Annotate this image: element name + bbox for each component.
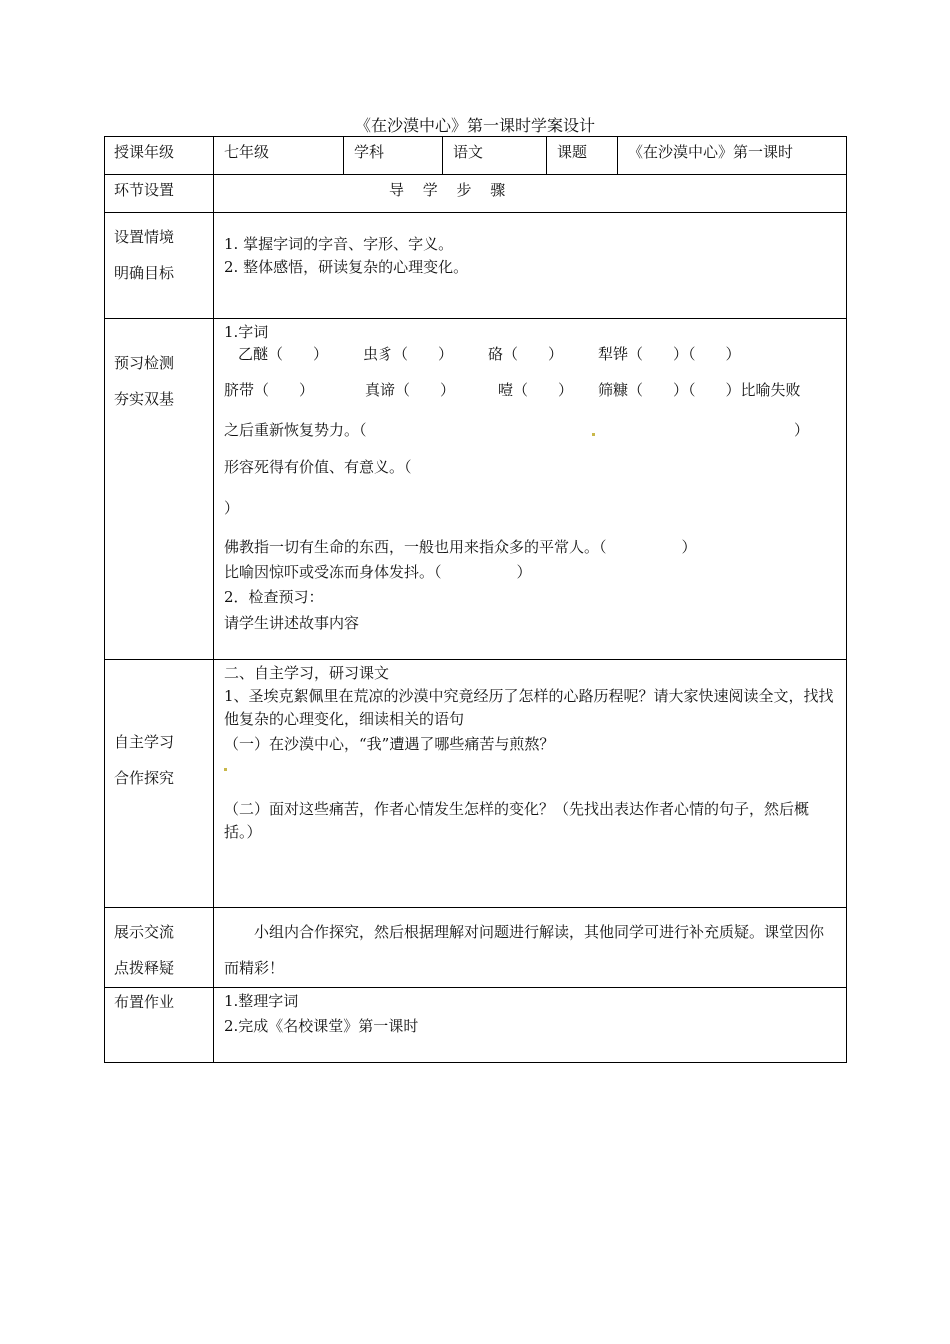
vocab-word: 真谛（ ） <box>365 381 456 399</box>
goal-item-1: 1. 掌握字词的字音、字形、字义。 <box>224 235 454 253</box>
question-1b: （二）面对这些痛苦，作者心情发生怎样的变化？（先找出表达作者心情的句子，然后概括。） <box>224 800 810 841</box>
self-study-heading: 二、自主学习，研习课文 <box>224 664 390 682</box>
header-row <box>105 137 847 175</box>
preview-content <box>214 319 847 660</box>
vocab-row-1 <box>224 343 846 369</box>
homework-item-1: 1.整理字词 <box>224 992 299 1010</box>
question-1: 1、圣埃克絮佩里在荒凉的沙漠中究竟经历了怎样的心路历程呢？请大家快速阅读全文，找找他复杂的心理变化，细读相关的语句 <box>224 687 834 728</box>
vocab-word: 筛糠（ ）（ ）比喻失败 <box>598 381 801 399</box>
vocab-heading: 1.字词 <box>224 323 269 341</box>
question-1a: （一）在沙漠中心，“我”遭遇了哪些痛苦与煎熬？ <box>224 735 555 753</box>
subject-label: 学科 <box>344 137 443 175</box>
preview-label-line-2: 夯实双基 <box>114 390 175 408</box>
discussion-label-line-1: 展示交流 <box>114 923 175 941</box>
definition-2-close: ） <box>224 499 240 517</box>
document-title: 《在沙漠中心》第一课时学案设计 <box>354 116 595 135</box>
discussion-label-line-2: 点拨释疑 <box>114 959 175 977</box>
vocab-word: 犁铧（ ）（ ） <box>598 345 741 363</box>
guide-steps-heading: 导 学 步 骤 <box>389 181 513 199</box>
homework-item-2: 2.完成《名校课堂》第一课时 <box>224 1017 419 1035</box>
goals-label-line-2: 明确目标 <box>114 264 175 282</box>
lesson-plan-table <box>104 136 847 1063</box>
homework-row <box>105 988 847 1063</box>
self-study-label-line-1: 自主学习 <box>114 733 175 751</box>
definition-1-text: 之后重新恢复势力。（ <box>224 421 367 439</box>
vocab-word: 脐带（ ） <box>224 381 315 399</box>
goals-label <box>105 213 214 319</box>
self-study-content <box>214 660 847 908</box>
homework-label: 布置作业 <box>105 988 214 1063</box>
self-study-row <box>105 660 847 908</box>
vocab-word: 乙醚（ ） <box>238 345 329 363</box>
section-row <box>105 175 847 213</box>
goal-item-2: 2. 整体感悟，研读复杂的心理变化。 <box>224 258 469 276</box>
discussion-content <box>214 908 847 988</box>
discussion-text: 小组内合作探究，然后根据理解对问题进行解读，其他同学可进行补充质疑。课堂因你而精彩！ <box>224 923 825 977</box>
self-study-label <box>105 660 214 908</box>
vocab-word: 噎（ ） <box>498 381 574 399</box>
discussion-row <box>105 908 847 988</box>
speck-mark <box>224 768 227 771</box>
definition-4: 比喻因惊吓或受冻而身体发抖。（ ） <box>224 563 532 581</box>
goals-label-line-1: 设置情境 <box>114 228 175 246</box>
speck-mark <box>592 433 595 436</box>
discussion-label <box>105 908 214 988</box>
homework-content <box>214 988 847 1063</box>
section-value <box>214 175 847 213</box>
vocab-word: 硌（ ） <box>488 345 564 363</box>
topic-value: 《在沙漠中心》第一课时 <box>618 137 847 175</box>
check-preview-heading: 2．检查预习： <box>224 588 324 606</box>
section-label: 环节设置 <box>105 175 214 213</box>
definition-1 <box>224 419 846 442</box>
goals-row <box>105 213 847 319</box>
definition-1-close: ） <box>794 421 810 439</box>
preview-row <box>105 319 847 660</box>
check-preview-text: 请学生讲述故事内容 <box>224 614 360 632</box>
definition-2: 形容死得有价值、有意义。（ <box>224 458 412 476</box>
goals-content <box>214 213 847 319</box>
definition-3: 佛教指一切有生命的东西，一般也用来指众多的平常人。（ ） <box>224 538 697 556</box>
preview-label <box>105 319 214 660</box>
vocab-row-2 <box>224 379 846 402</box>
grade-label: 授课年级 <box>105 137 214 175</box>
self-study-label-line-2: 合作探究 <box>114 769 175 787</box>
preview-label-line-1: 预习检测 <box>114 354 175 372</box>
subject-value: 语文 <box>443 137 547 175</box>
grade-value: 七年级 <box>214 137 344 175</box>
vocab-word: 虫豸（ ） <box>363 345 454 363</box>
topic-label: 课题 <box>547 137 618 175</box>
